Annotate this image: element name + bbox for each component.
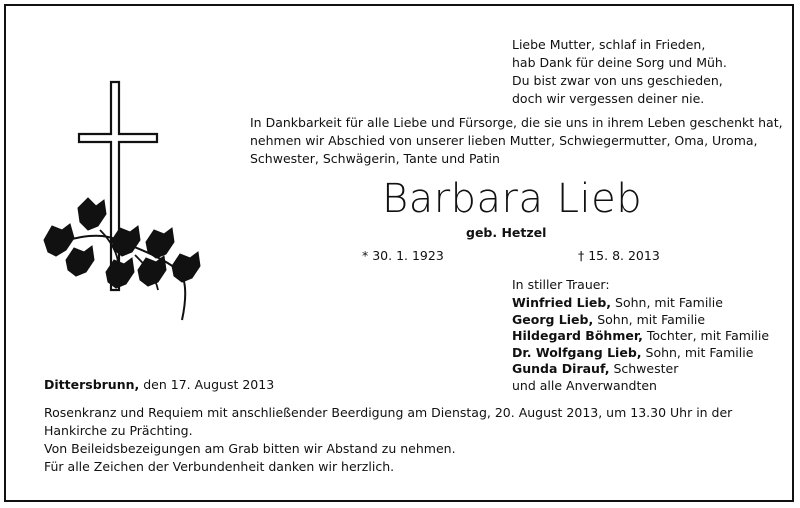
mourner-relation: Sohn, mit Familie [641,344,754,360]
intro-line: Schwester, Schwägerin, Tante und Patin [250,151,500,166]
mourners-closing: und alle Anverwandten [512,377,657,393]
footer-line: Rosenkranz und Requiem mit anschließender Beerdigung am Dienstag, 20. August 2013, um 13.30 Uhr in der [44,405,733,420]
mourner-relation: Sohn, mit Familie [593,311,706,327]
mourning-label: In stiller Trauer: [512,277,610,292]
mourner-name: Gunda Dirauf, [512,361,610,376]
poem-line: doch wir vergessen deiner nie. [512,91,705,106]
footer-notice [44,404,732,476]
poem [512,36,727,108]
footer-line: Hankirche zu Prächting. [44,423,193,438]
cross-with-ivy-icon [40,80,210,330]
place: Dittersbrunn, [44,377,140,392]
mourner-row [512,312,769,329]
poem-line: Du bist zwar von uns geschieden, [512,73,723,88]
mourner-name: Winfried Lieb, [512,295,612,310]
mourner-relation: Sohn, mit Familie [611,295,723,310]
date: den 17. August 2013 [139,377,275,392]
mourner-row [512,345,769,362]
mourner-relation: Tochter, mit Familie [642,328,770,343]
birth-date: * 30. 1. 1923 [362,248,444,263]
mourner-row [512,328,769,345]
intro-text [250,114,783,168]
footer-line: Von Beileidsbezeigungen am Grab bitten wir Abstand zu nehmen. [44,441,456,456]
deceased-name: Barbara Lieb [382,176,643,222]
death-date: † 15. 8. 2013 [578,248,660,263]
poem-line: Liebe Mutter, schlaf in Frieden, [512,37,706,52]
mourner-row [512,295,769,312]
mourner-name: Georg Lieb, [512,311,594,327]
mourner-row [512,361,769,378]
place-date [44,376,274,394]
mourner-name: Dr. Wolfgang Lieb, [512,344,642,360]
footer-line: Für alle Zeichen der Verbundenheit danken wir herzlich. [44,459,395,474]
mourner-name: Hildegard Böhmer, [512,328,643,343]
maiden-name: geb. Hetzel [466,225,547,240]
intro-line: In Dankbarkeit für alle Liebe und Fürsorge, die sie uns in ihrem Leben geschenkt hat, [250,115,783,130]
intro-line: nehmen wir Abschied von unserer lieben Mutter, Schwiegermutter, Oma, Uroma, [250,133,758,148]
poem-line: hab Dank für deine Sorg und Müh. [512,55,727,70]
mourner-relation: Schwester [609,361,679,376]
mourners-list [512,295,769,394]
